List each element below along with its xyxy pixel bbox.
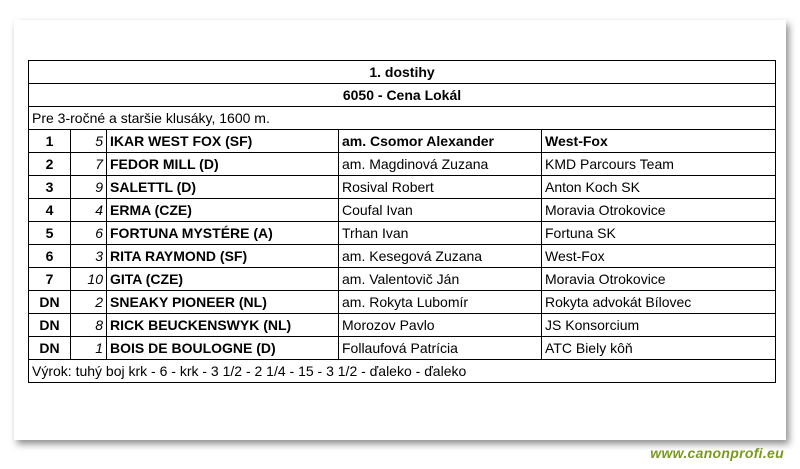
owner-cell: Moravia Otrokovice: [542, 268, 776, 291]
table-row: [29, 153, 776, 176]
table-row: [29, 176, 776, 199]
driver-cell: Coufal Ivan: [339, 199, 542, 222]
results-sheet: [14, 20, 786, 440]
number-cell: 2: [71, 291, 107, 314]
number-cell: 7: [71, 153, 107, 176]
race-title-row: [29, 61, 776, 84]
horse-cell: RITA RAYMOND (SF): [107, 245, 339, 268]
owner-cell: JS Konsorcium: [542, 314, 776, 337]
table-row: [29, 245, 776, 268]
number-cell: 8: [71, 314, 107, 337]
table-row: [29, 314, 776, 337]
number-cell: 5: [71, 130, 107, 153]
driver-cell: Trhan Ivan: [339, 222, 542, 245]
horse-cell: ERMA (CZE): [107, 199, 339, 222]
driver-cell: am. Valentovič Ján: [339, 268, 542, 291]
race-name: 6050 - Cena Lokál: [29, 84, 776, 107]
horse-cell: SNEAKY PIONEER (NL): [107, 291, 339, 314]
driver-cell: Follaufová Patrícia: [339, 337, 542, 360]
horse-cell: GITA (CZE): [107, 268, 339, 291]
driver-cell: am. Rokyta Lubomír: [339, 291, 542, 314]
race-title: 1. dostihy: [29, 61, 776, 84]
verdict-row: [29, 360, 776, 383]
owner-cell: KMD Parcours Team: [542, 153, 776, 176]
owner-cell: Moravia Otrokovice: [542, 199, 776, 222]
driver-cell: am. Magdinová Zuzana: [339, 153, 542, 176]
horse-cell: FEDOR MILL (D): [107, 153, 339, 176]
place-cell: 5: [29, 222, 71, 245]
watermark: www.canonprofi.eu: [650, 445, 784, 461]
horse-cell: SALETTL (D): [107, 176, 339, 199]
race-conditions: Pre 3-ročné a staršie klusáky, 1600 m.: [29, 107, 776, 130]
table-row: [29, 291, 776, 314]
owner-cell: West-Fox: [542, 130, 776, 153]
table-row: [29, 130, 776, 153]
number-cell: 9: [71, 176, 107, 199]
place-cell: 2: [29, 153, 71, 176]
table-row: [29, 337, 776, 360]
place-cell: 6: [29, 245, 71, 268]
driver-cell: am. Csomor Alexander: [339, 130, 542, 153]
driver-cell: Morozov Pavlo: [339, 314, 542, 337]
driver-cell: am. Kesegová Zuzana: [339, 245, 542, 268]
table-row: [29, 268, 776, 291]
place-cell: 1: [29, 130, 71, 153]
horse-cell: BOIS DE BOULOGNE (D): [107, 337, 339, 360]
number-cell: 10: [71, 268, 107, 291]
race-name-row: [29, 84, 776, 107]
number-cell: 6: [71, 222, 107, 245]
horse-cell: RICK BEUCKENSWYK (NL): [107, 314, 339, 337]
owner-cell: West-Fox: [542, 245, 776, 268]
race-conditions-row: [29, 107, 776, 130]
number-cell: 4: [71, 199, 107, 222]
place-cell: 4: [29, 199, 71, 222]
table-row: [29, 222, 776, 245]
place-cell: DN: [29, 291, 71, 314]
number-cell: 1: [71, 337, 107, 360]
place-cell: DN: [29, 337, 71, 360]
verdict-text: Výrok: tuhý boj krk - 6 - krk - 3 1/2 - 2 1/4 - 15 - 3 1/2 - ďaleko - ďaleko: [29, 360, 776, 383]
driver-cell: Rosival Robert: [339, 176, 542, 199]
owner-cell: Anton Koch SK: [542, 176, 776, 199]
table-row: [29, 199, 776, 222]
place-cell: 3: [29, 176, 71, 199]
place-cell: 7: [29, 268, 71, 291]
horse-cell: FORTUNA MYSTÉRE (A): [107, 222, 339, 245]
owner-cell: Fortuna SK: [542, 222, 776, 245]
owner-cell: ATC Biely kôň: [542, 337, 776, 360]
horse-cell: IKAR WEST FOX (SF): [107, 130, 339, 153]
results-table: [28, 60, 776, 383]
number-cell: 3: [71, 245, 107, 268]
place-cell: DN: [29, 314, 71, 337]
owner-cell: Rokyta advokát Bílovec: [542, 291, 776, 314]
